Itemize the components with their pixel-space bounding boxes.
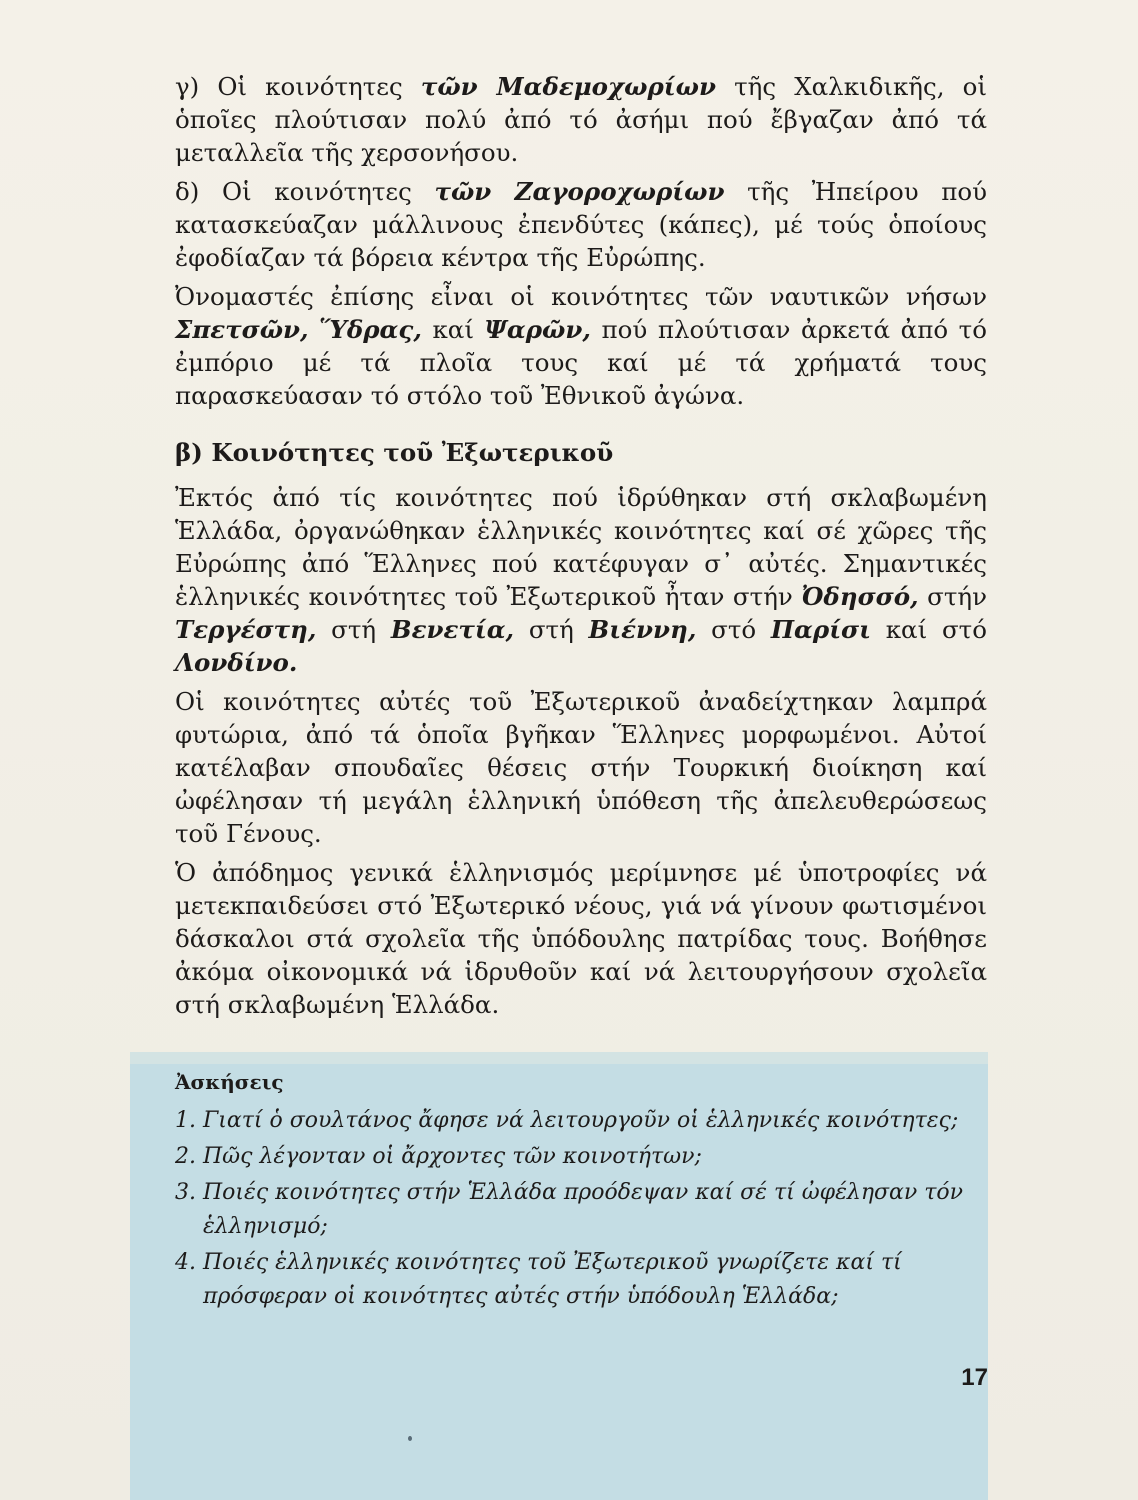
gamma-pre: γ) Οἱ κοινότητες (175, 72, 421, 101)
delta-pre: δ) Οἱ κοινότητες (175, 177, 435, 206)
section-heading: β) Κοινότητες τοῦ Ἐξωτερικοῦ (175, 438, 614, 467)
island-psara: Ψαρῶν, (484, 315, 591, 344)
exercise-item (175, 1176, 987, 1244)
city-trieste: Τεργέστη, (175, 615, 317, 644)
main-text (175, 70, 987, 1027)
island-hydra: Ὕδρας, (319, 315, 422, 344)
exercises-list (175, 1104, 987, 1314)
city-venice: Βενετία, (390, 615, 515, 644)
paragraph-abroad-1 (175, 481, 987, 679)
paragraph-abroad-3: Ὁ ἀπόδημος γενικά ἑλληνισμός μερίμνησε μέ ὑποτροφίες νά μετεκπαιδεύσει στό Ἐξωτερικό νέους, γιά νά γίνουν φωτισμένοι δάσκαλοι στά σχολεῖα τῆς ὑπόδουλης πατρίδας τους. Βοήθησε ἀκόμα οἰκονομικά νά ἱδρυθοῦν καί νά λειτουργήσουν σχολεῖα στή σκλαβωμένη Ἑλλάδα. (175, 858, 987, 1019)
paragraph-delta (175, 175, 987, 274)
city-odessa: Ὀδησσό, (801, 582, 919, 611)
print-speck (408, 1436, 412, 1441)
islands-post: πού πλούτισαν ἀρκετά ἀπό τό ἐμπόριο μέ τά πλοῖα τους καί μέ τά χρήματά τους παρασκεύασαν τό στόλο τοῦ Ἐθνικοῦ ἀγώνα. (175, 315, 987, 410)
islands-mid: καί (421, 315, 485, 344)
city-vienna: Βιέννη, (588, 615, 697, 644)
abroad-p1-c: στή (514, 615, 589, 644)
abroad-p1-e: καί στό (870, 615, 987, 644)
exercise-number: 3. (175, 1180, 196, 1205)
exercise-text: Ποιές κοινότητες στήν Ἑλλάδα προόδεψαν καί σέ τί ὠφέλησαν τόν ἑλληνισμό; (203, 1180, 964, 1239)
gamma-post: τῆς Χαλκιδικῆς, οἱ ὁποῖες πλούτισαν πολύ ἀπό τό ἀσήμι πού ἔβγαζαν ἀπό τά μεταλλεῖα τῆς χερσονήσου. (175, 72, 987, 167)
abroad-p1-pre: Ἐκτός ἀπό τίς κοινότητες πού ἱδρύθηκαν στή σκλαβωμένη Ἑλλάδα, ὀργανώθηκαν ἑλληνικές κοινότητες καί σέ χῶρες τῆς Εὐρώπης ἀπό Ἕλληνες πού κατέφυγαν σ᾽ αὐτές. Σημαντικές ἑλληνικές κοινότητες τοῦ Ἐξωτερικοῦ ἦταν στήν (175, 483, 987, 611)
city-london: Λονδίνο. (175, 648, 298, 677)
exercises-section (175, 1070, 987, 1316)
page-number: 17 (961, 1364, 988, 1391)
exercise-text: Γιατί ὁ σουλτάνος ἄφησε νά λειτουργοῦν οἱ ἑλληνικές κοινότητες; (203, 1108, 959, 1133)
exercise-number: 2. (175, 1144, 196, 1169)
exercise-number: 4. (175, 1250, 196, 1275)
delta-place-name: τῶν Ζαγοροχωρίων (434, 177, 725, 206)
exercises-background-edge (130, 1052, 988, 1064)
exercise-number: 1. (175, 1108, 196, 1133)
delta-post: τῆς Ἠπείρου πού κατασκεύαζαν μάλλινους ἐπενδύτες (κάπες), μέ τούς ὁποίους ἐφοδίαζαν τά βόρεια κέντρα τῆς Εὐρώπης. (175, 177, 987, 272)
paragraph-islands (175, 280, 987, 412)
exercise-text: Ποιές ἑλληνικές κοινότητες τοῦ Ἐξωτερικοῦ γνωρίζετε καί τί πρόσφεραν οἱ κοινότητες αὐτές στήν ὑπόδουλη Ἑλλάδα; (203, 1250, 902, 1309)
exercise-text: Πῶς λέγονταν οἱ ἄρχοντες τῶν κοινοτήτων; (203, 1144, 702, 1169)
exercises-title: Ἀσκήσεις (175, 1070, 284, 1094)
paragraph-abroad-2: Οἱ κοινότητες αὐτές τοῦ Ἐξωτερικοῦ ἀναδείχτηκαν λαμπρά φυτώρια, ἀπό τά ὁποῖα βγῆκαν Ἕλληνες μορφωμένοι. Αὐτοί κατέλαβαν σπουδαῖες θέσεις στήν Τουρκική διοίκηση καί ὠφέλησαν τή μεγάλη ἑλληνική ὑπόθεση τῆς ἀπελευθερώσεως τοῦ Γένους. (175, 687, 987, 848)
city-paris: Παρίσι (770, 615, 871, 644)
abroad-p1-d: στό (696, 615, 771, 644)
exercise-item (175, 1104, 987, 1138)
gamma-place-name: τῶν Μαδεμοχωρίων (420, 72, 716, 101)
paragraph-gamma (175, 70, 987, 169)
islands-pre: Ὀνομαστές ἐπίσης εἶναι οἱ κοινότητες τῶν ναυτικῶν νήσων (175, 282, 987, 311)
abroad-p1-a: στήν (918, 582, 987, 611)
abroad-p1-b: στή (316, 615, 391, 644)
exercise-item (175, 1140, 987, 1174)
exercise-item (175, 1246, 987, 1314)
island-spetses: Σπετσῶν, (175, 315, 309, 344)
